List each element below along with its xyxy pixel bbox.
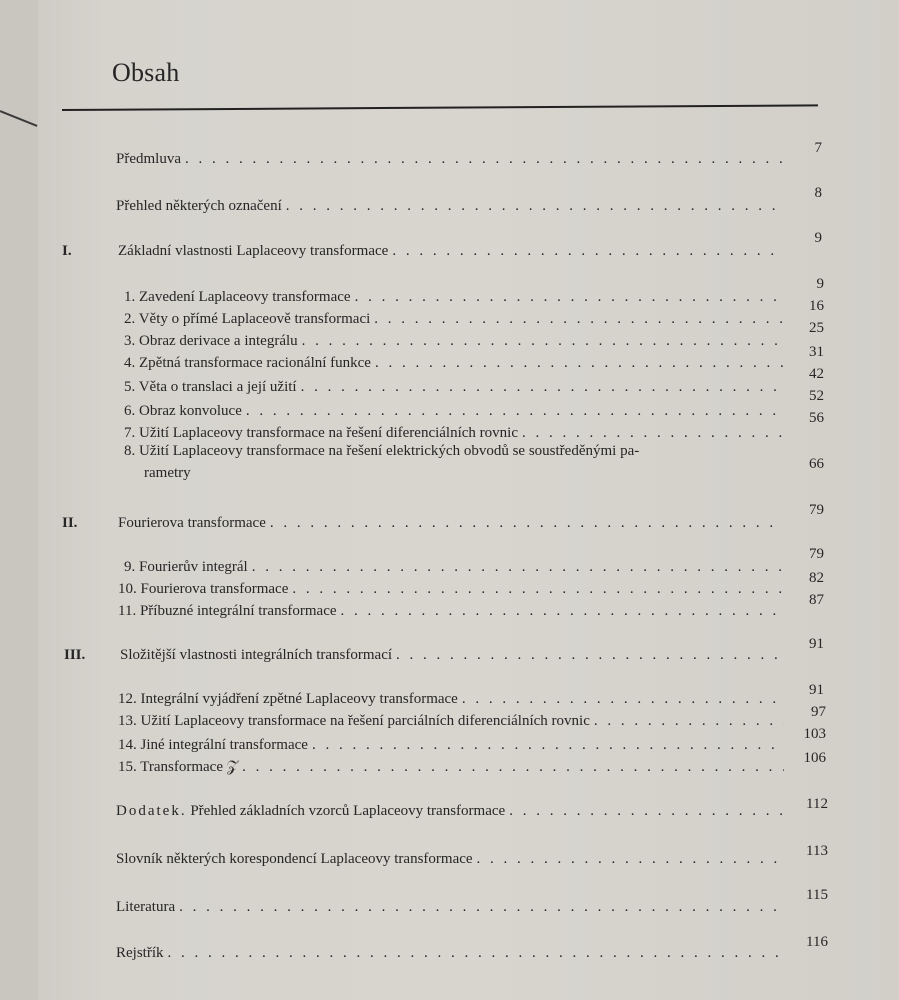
toc-section[interactable] (124, 420, 784, 442)
toc-page-number: 79 (809, 502, 824, 518)
toc-entry-label: Přehled některých označení (116, 198, 282, 214)
dot-leader (594, 712, 784, 730)
toc-page-number: 66 (809, 456, 824, 472)
dot-leader (242, 758, 784, 776)
toc-section[interactable] (124, 284, 784, 306)
toc-page-number: 7 (814, 140, 822, 156)
toc-page-number: 106 (803, 750, 826, 766)
toc-entry-label: 6. Obraz konvoluce (124, 403, 242, 419)
chapter-number: I. (62, 243, 72, 259)
toc-entry-label (116, 803, 509, 820)
appendix-prefix: Dodatek. (116, 803, 187, 819)
toc-page-number: 112 (806, 796, 828, 812)
toc-section[interactable] (118, 686, 784, 708)
dot-leader (462, 690, 784, 708)
toc-entry-label-continued: rametry (144, 465, 191, 481)
toc-section[interactable] (118, 708, 784, 730)
toc-entry-label: 10. Fourierova transformace (118, 581, 289, 597)
toc-entry-label: 9. Fourierův integrál (124, 559, 248, 575)
toc-page-number: 116 (806, 934, 828, 950)
toc-page-number: 56 (809, 410, 824, 426)
dot-leader (392, 242, 782, 260)
toc-entry-label: 3. Obraz derivace a integrálu (124, 333, 298, 349)
toc-entry-label: 8. Užití Laplaceovy transformace na řešení elektrických obvodů se soustředěnými pa- (124, 443, 640, 459)
toc-entry-label: Fourierova transformace (118, 515, 266, 531)
dot-leader (185, 150, 782, 168)
toc-section[interactable] (118, 576, 784, 598)
toc-section-multiline[interactable] (124, 440, 639, 484)
toc-chapter-3[interactable] (64, 642, 784, 664)
toc-entry-index[interactable] (116, 940, 784, 962)
chapter-number: II. (62, 515, 78, 531)
toc-entry-appendix[interactable] (116, 798, 784, 820)
toc-page-number: 115 (806, 887, 828, 903)
toc-section[interactable] (118, 732, 784, 754)
dot-leader (179, 898, 784, 916)
toc-page-number: 79 (809, 546, 824, 562)
toc-entry-label: 13. Užití Laplaceovy transformace na řešení parciálních diferenciálních rovnic (118, 713, 590, 729)
toc-page-number: 87 (809, 592, 824, 608)
toc-page-number: 9 (816, 276, 824, 292)
toc-entry-label: Předmluva (116, 151, 181, 167)
toc-entry-label: 7. Užití Laplaceovy transformace na řešení diferenciálních rovnic (124, 425, 518, 441)
toc-section[interactable] (124, 374, 784, 396)
toc-page-number: 97 (811, 704, 826, 720)
toc-section[interactable] (124, 554, 784, 576)
dot-leader (477, 850, 784, 868)
toc-page-number: 82 (809, 570, 824, 586)
toc-section[interactable] (124, 398, 784, 420)
toc-entry-label: 14. Jiné integrální transformace (118, 737, 308, 753)
toc-entry-label: Složitější vlastnosti integrálních transformací (120, 647, 393, 663)
page-edge-line (0, 110, 37, 127)
toc-page-number: 103 (803, 726, 826, 742)
toc-entry-label: 2. Věty o přímé Laplaceově transformaci (124, 311, 371, 327)
toc-entry-label: 11. Příbuzné integrální transformace (118, 603, 337, 619)
dot-leader (374, 310, 784, 328)
toc-section[interactable] (124, 350, 784, 372)
toc-page-number: 25 (809, 320, 824, 336)
dot-leader (286, 197, 782, 215)
toc-page-number: 91 (809, 682, 824, 698)
toc-page-number: 31 (809, 344, 824, 360)
dot-leader (270, 514, 782, 532)
appendix-title: Přehled základních vzorců Laplaceovy transformace (190, 803, 506, 819)
toc-entry-label: 4. Zpětná transformace racionální funkce (124, 355, 371, 371)
toc-entry-notation[interactable] (116, 193, 782, 215)
toc-entry-label: 1. Zavedení Laplaceovy transformace (124, 289, 351, 305)
dot-leader (246, 402, 784, 420)
dot-leader (509, 802, 784, 820)
toc-page-number: 52 (809, 388, 824, 404)
toc-page-number: 91 (809, 636, 824, 652)
toc-chapter-1[interactable] (62, 238, 782, 260)
dot-leader (396, 646, 784, 664)
page-title: Obsah (112, 58, 180, 87)
dot-leader (168, 944, 785, 962)
toc-entry-label: 5. Věta o translaci a její užití (124, 379, 297, 395)
dot-leader (375, 354, 784, 372)
toc-page-number: 42 (809, 366, 824, 382)
toc-page-number: 8 (814, 185, 822, 201)
toc-entry-dictionary[interactable] (116, 846, 784, 868)
dot-leader (312, 736, 784, 754)
toc-section[interactable] (124, 306, 784, 328)
toc-page-number: 113 (806, 843, 828, 859)
toc-section[interactable] (124, 328, 784, 350)
toc-entry-preface[interactable] (116, 146, 782, 168)
toc-section[interactable] (118, 754, 784, 776)
toc-entry-label: Rejstřík (116, 945, 164, 961)
dot-leader (355, 288, 784, 306)
dot-leader (301, 378, 784, 396)
toc-chapter-2[interactable] (62, 510, 782, 532)
toc-entry-label: 12. Integrální vyjádření zpětné Laplaceovy transformace (118, 691, 458, 707)
toc-page-number: 9 (814, 230, 822, 246)
toc-entry-label: Slovník některých korespondencí Laplaceovy transformace (116, 851, 473, 867)
toc-entry-label: Základní vlastnosti Laplaceovy transformace (118, 243, 389, 259)
toc-page-number: 16 (809, 298, 824, 314)
toc-entry-literature[interactable] (116, 894, 784, 916)
toc-entry-label: 15. Transformace 𝒵 (118, 759, 239, 775)
dot-leader (292, 580, 784, 598)
chapter-number: III. (64, 647, 86, 663)
toc-entry-label: Literatura (116, 899, 176, 915)
dot-leader (302, 332, 784, 350)
dot-leader (252, 558, 784, 576)
dot-leader (341, 602, 784, 620)
toc-section[interactable] (118, 598, 784, 620)
